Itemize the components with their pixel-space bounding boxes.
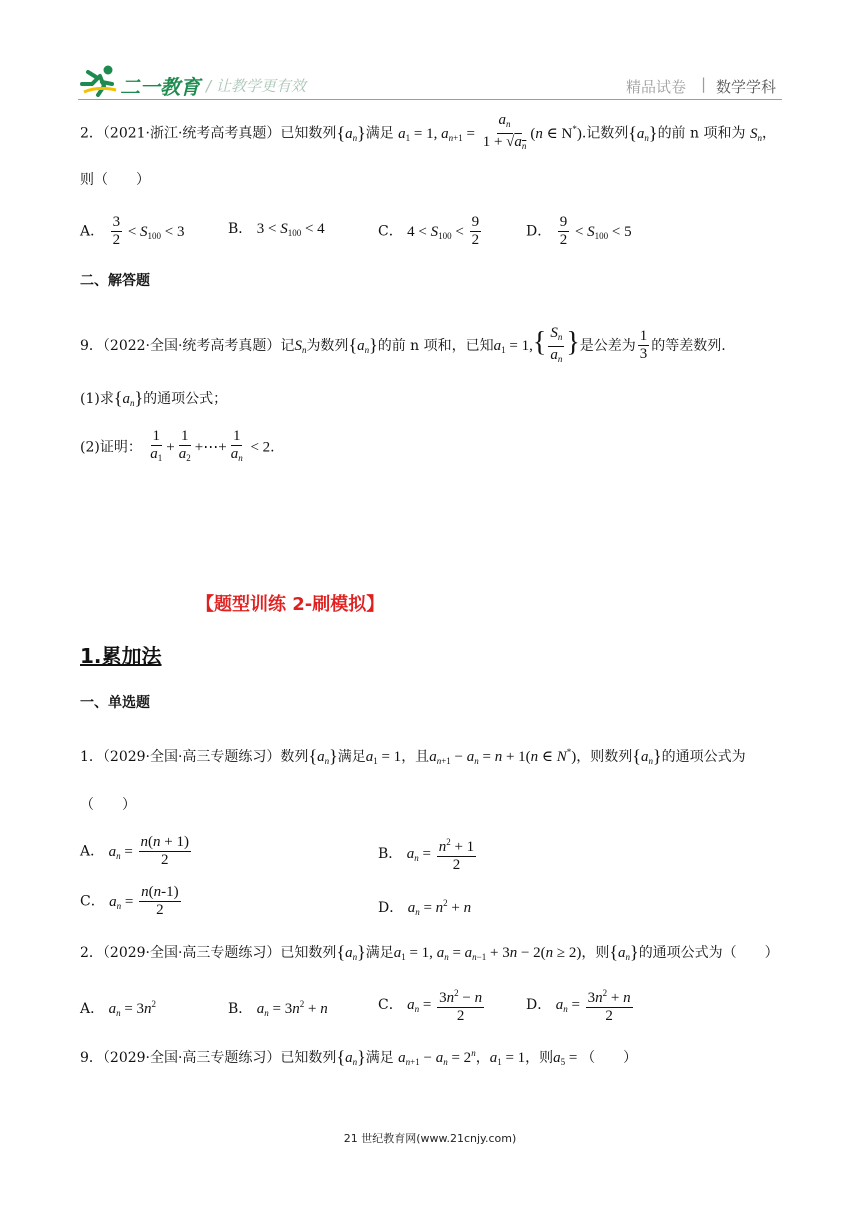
q1-option-a: A． $a_n$ = $\frac{n(n + 1)}{2}$	[80, 834, 190, 868]
question-9-part2: (2)证明： $\frac{1}{a_1}$ + $\frac{1}{a_2}$ +⋯+ $\frac{1}{a_n}$ < 2.	[80, 428, 275, 463]
question-9-text2: 的前 n 项和，已知	[377, 337, 494, 354]
question-1: 1．（2029·全国·高三专题练习）数列$\{a_n\}$满足$a_1 = 1$，且$a_{n+1} - a_n = n + 1(n$ ∈ N*)，则数列$\{a_n\}$的通项公式为	[80, 746, 746, 766]
question-1-text3: ，则数列	[576, 749, 633, 765]
q2-option-a-label: A．	[80, 1001, 105, 1017]
q1-option-c-label: C．	[80, 893, 105, 910]
q2-option-c: C． $a_n$ = $\frac{3n^2 - n}{2}$	[378, 985, 486, 1025]
header-label-quality: 精品试卷	[626, 78, 687, 96]
question-9-part2-label: (2)证明：	[80, 439, 142, 456]
question-1-paren: （ ）	[80, 797, 136, 813]
question-9-part1-text: 的通项公式；	[143, 391, 228, 407]
question-9: 9．（2022·全国·统考高考真题）记$S_n$为数列$\{a_n\}$的前 n 项和，已知$a_1 = 1$,{ $\frac{S_n}{a_n}$ }是公差为 $\frac{1}{3}$ 的等差数列.	[80, 325, 726, 364]
q2-option-a: A． $a_n = 3n^2$	[80, 999, 157, 1018]
header-rule	[78, 99, 782, 100]
option-a-label: A．	[80, 223, 105, 240]
training-title: 【题型训练 2-刷模拟】	[196, 594, 385, 615]
q1-option-a-label: A．	[80, 843, 105, 860]
question-1-text2: ，且	[401, 749, 430, 765]
question-prev-2-text2: .记数列	[581, 125, 629, 142]
option-c-label: C．	[378, 223, 403, 240]
q1-option-d-label: D．	[378, 900, 404, 916]
logo-text: 二一教育	[120, 75, 200, 99]
q2-option-b: B． $a_n = 3n^2 + n$	[228, 999, 328, 1018]
header-divider: |	[701, 75, 707, 93]
question-prev-2-source: 2．（2021·浙江·统考高考真题）已知数列	[80, 125, 337, 142]
q2-option-b-label: B．	[228, 1001, 253, 1017]
runner-logo-icon	[78, 64, 120, 98]
header-label-subject: 数学学科	[716, 78, 777, 96]
question-prev-2: 2．（2021·浙江·统考高考真题）已知数列$\{a_n\}$满足 $a_1 = 1$, $a_{n+1}$ = $\frac{a_n}{1 + √a_n}$ (n ∈ N*).记数列$\{a_n\}$的前 n 项和为 $S_n$，	[80, 112, 776, 151]
question-9b-text: 满足	[365, 1050, 394, 1066]
question-1-text4: 的通项公式为	[661, 749, 746, 765]
question-9b: 9．（2029·全国·高三专题练习）已知数列$\{a_n\}$满足 $a_{n+1} - a_n = 2^n$，$a_1 = 1$，则$a_5$ = （ ）	[80, 1047, 638, 1067]
q1-option-d: D． $a_n = n^2 + n$	[378, 898, 472, 917]
question-2-text3: 的通项公式为（ ）	[638, 945, 779, 961]
question-9b-text2: ，则	[525, 1050, 554, 1066]
page-footer: 21 世纪教育网(www.21cnjy.com)	[343, 1132, 517, 1145]
slogan: / 让教学更有效	[206, 77, 306, 95]
option-d: D． $\frac{9}{2}$ < $S_{100} < 5$	[526, 214, 632, 248]
q1-option-c: C． $a_n$ = $\frac{n(n-1)}{2}$	[80, 884, 179, 918]
question-9-source: 9．（2022·全国·统考高考真题）记	[80, 337, 295, 354]
q2-option-c-label: C．	[378, 997, 403, 1013]
q1-option-b: B． $a_n$ = $\frac{n^2 + 1}{2}$	[378, 834, 478, 874]
section-single-choice-title: 一、单选题	[80, 695, 150, 711]
question-9-part1: (1)求$\{a_n\}$的通项公式；	[80, 388, 228, 408]
section-answer-title: 二、解答题	[80, 273, 150, 289]
question-9-text4: 的等差数列.	[651, 337, 726, 354]
question-2: 2．（2029·全国·高三专题练习）已知数列$\{a_n\}$满足$a_1 = 1$, $a_n = a_{n-1} + 3n - 2(n \ge 2)$，则$\{a_n\}$的通项公式为（ ）	[80, 942, 779, 962]
question-2-text2: ，则	[581, 945, 610, 961]
option-b-label: B．	[228, 221, 253, 237]
q2-option-d-label: D．	[526, 997, 552, 1013]
question-1-text: 满足	[337, 749, 366, 765]
option-d-label: D．	[526, 223, 552, 240]
question-9b-source: 9．（2029·全国·高三专题练习）已知数列	[80, 1050, 337, 1066]
question-prev-2-text: 满足	[365, 125, 394, 142]
option-b: B． $3 < S_{100} < 4$	[228, 221, 325, 238]
q1-option-b-label: B．	[378, 846, 403, 862]
question-9-text: 为数列	[306, 337, 349, 354]
question-2-text: 满足	[365, 945, 394, 961]
page-header	[0, 0, 860, 100]
question-9b-paren: （ ）	[581, 1050, 638, 1066]
question-9-part1-label: (1)求	[80, 391, 114, 407]
method-title: 1.累加法	[80, 644, 162, 668]
question-prev-2-text3: 的前 n 项和为	[657, 125, 746, 142]
option-a: A． $\frac{3}{2}$ < $S_{100} < 3$	[80, 214, 185, 248]
question-1-source: 1．（2029·全国·高三专题练习）数列	[80, 749, 309, 765]
question-prev-2-then: 则（ ）	[80, 172, 150, 188]
question-2-source: 2．（2029·全国·高三专题练习）已知数列	[80, 945, 337, 961]
option-c: C． $4 < S_{100}$ < $\frac{9}{2}$	[378, 214, 480, 248]
q2-option-d: D． $a_n$ = $\frac{3n^2 + n}{2}$	[526, 985, 635, 1025]
question-9-text3: 是公差为	[579, 337, 636, 354]
